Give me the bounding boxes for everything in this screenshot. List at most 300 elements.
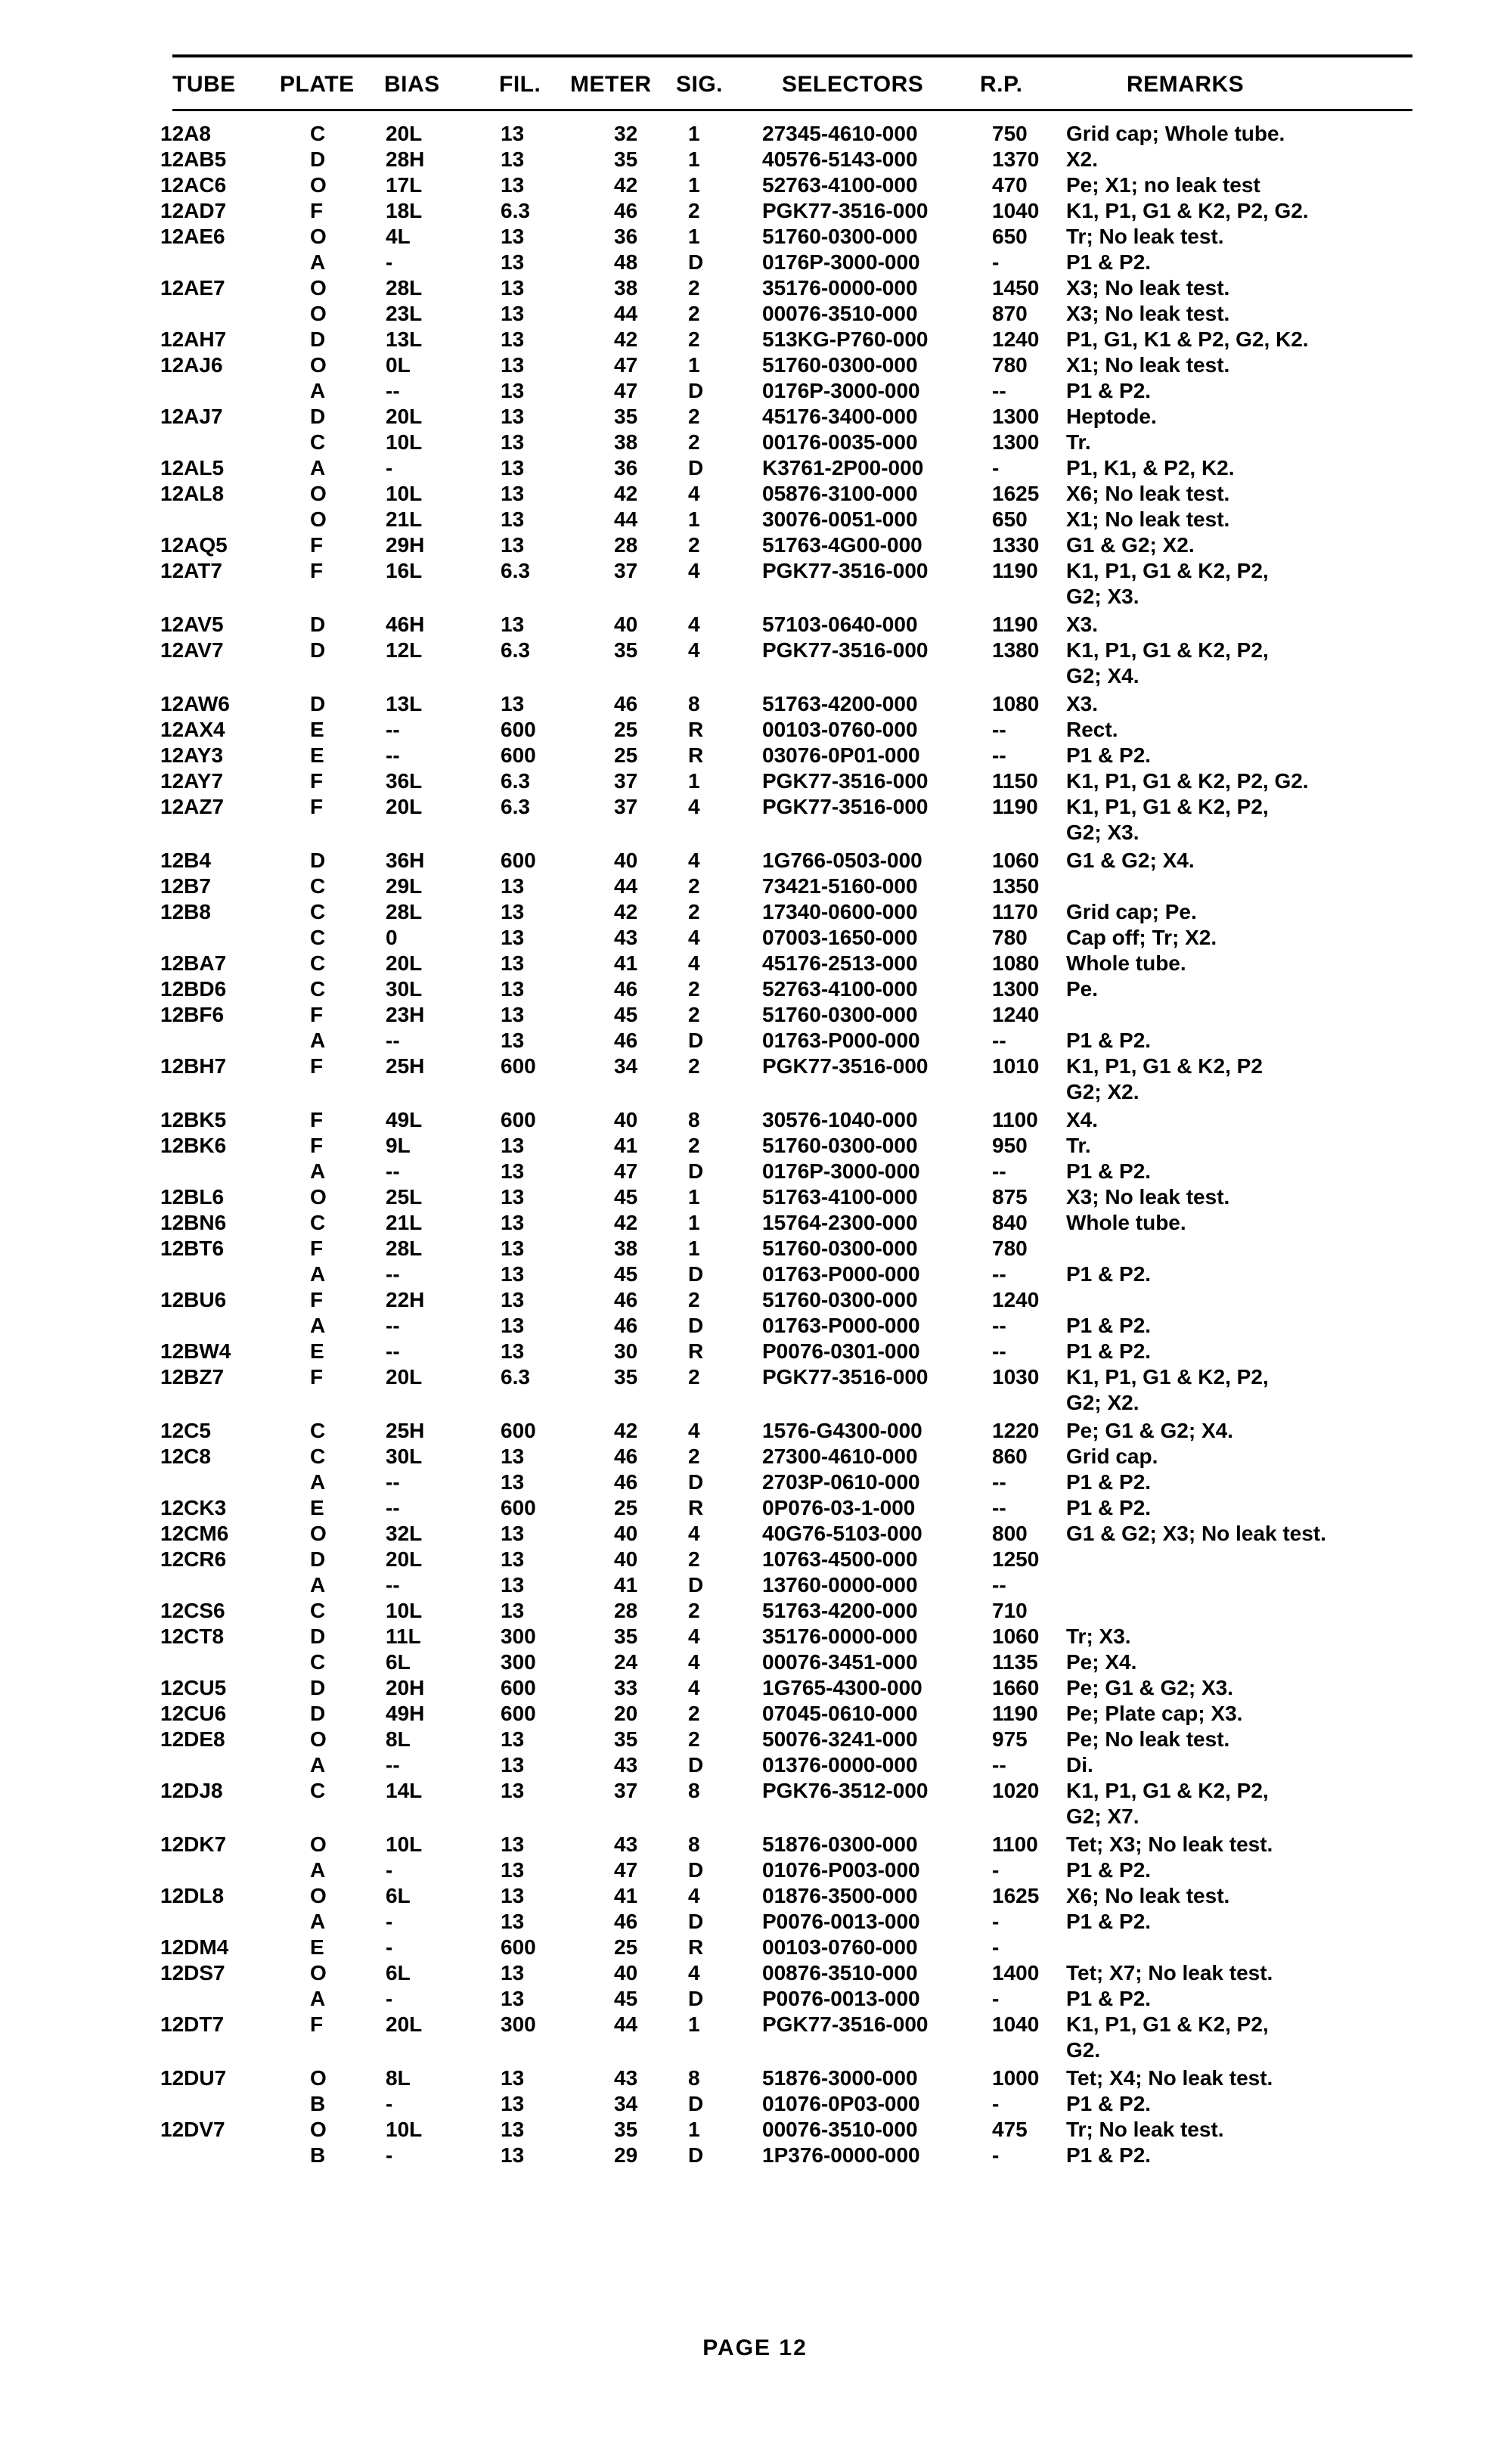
table-row [0, 1935, 1510, 1960]
meter-cell: 44 [614, 874, 638, 898]
rp-cell: 1240 [992, 1288, 1040, 1311]
table-row [0, 198, 1510, 224]
plate-cell: O [310, 482, 327, 505]
fil-cell: 13 [501, 2118, 525, 2141]
selectors-cell: PGK77-3516-000 [762, 1365, 929, 1389]
meter-cell: 20 [614, 1702, 638, 1725]
fil-cell: 13 [501, 1262, 525, 1286]
selectors-cell: 40576-5143-000 [762, 147, 918, 171]
meter-cell: 25 [614, 1496, 638, 1519]
selectors-cell: 51760-0300-000 [762, 1288, 918, 1311]
selectors-cell: 27345-4610-000 [762, 122, 918, 145]
table-row [0, 1261, 1510, 1287]
fil-cell: 13 [501, 353, 525, 377]
meter-cell: 41 [614, 1884, 638, 1907]
meter-cell: 47 [614, 379, 638, 402]
plate-cell: E [310, 743, 324, 767]
rp-cell: 1060 [992, 1625, 1040, 1648]
rp-cell: -- [992, 1470, 1006, 1494]
fil-cell: 13 [501, 122, 525, 145]
remarks-cell: K1, P1, G1 & K2, P2, [1066, 795, 1269, 818]
sig-cell: D [688, 1470, 704, 1494]
rp-cell: 1250 [992, 1547, 1040, 1571]
fil-cell: 13 [501, 2092, 525, 2115]
remarks-cell: G2; X2. [1066, 1391, 1139, 1414]
table-row [0, 1572, 1510, 1598]
sig-cell: 4 [688, 1884, 700, 1907]
tube-cell: 12BL6 [160, 1185, 225, 1209]
bias-cell: 36L [386, 769, 423, 793]
remarks-cell: P1 & P2. [1066, 1314, 1152, 1337]
meter-cell: 47 [614, 353, 638, 377]
plate-cell: D [310, 1702, 326, 1725]
selectors-cell: PGK77-3516-000 [762, 199, 929, 222]
sig-cell: D [688, 1262, 704, 1286]
meter-cell: 45 [614, 1003, 638, 1026]
remarks-cell: K1, P1, G1 & K2, P2, [1066, 638, 1269, 662]
rp-cell: - [992, 1910, 1000, 1933]
bias-cell: 22H [386, 1288, 425, 1311]
sig-cell: D [688, 2143, 704, 2167]
remarks-cell: Pe; Plate cap; X3. [1066, 1702, 1243, 1725]
sig-cell: 2 [688, 405, 700, 428]
table-row [0, 1778, 1510, 1804]
selectors-cell: P0076-0013-000 [762, 1910, 920, 1933]
tube-cell: 12BK5 [160, 1108, 227, 1131]
table-row [0, 532, 1510, 558]
tube-cell: 12DL8 [160, 1884, 225, 1907]
bias-cell: -- [386, 743, 400, 767]
selectors-cell: 51760-0300-000 [762, 1003, 918, 1026]
selectors-cell: 00876-3510-000 [762, 1961, 918, 1985]
remarks-cell: X3. [1066, 613, 1099, 636]
fil-cell: 13 [501, 1470, 525, 1494]
bias-cell: 23H [386, 1003, 425, 1026]
table-row [0, 2143, 1510, 2168]
rp-cell: - [992, 1987, 1000, 2010]
tube-cell: 12BU6 [160, 1288, 227, 1311]
fil-cell: 13 [501, 1445, 525, 1468]
tube-cell: 12C5 [160, 1419, 211, 1442]
bias-cell: 10L [386, 1599, 423, 1622]
plate-cell: C [310, 900, 326, 923]
rp-cell: 1135 [992, 1650, 1038, 1674]
bias-cell: 20H [386, 1676, 425, 1699]
rp-cell: -- [992, 1753, 1006, 1777]
rp-cell: 470 [992, 173, 1028, 197]
plate-cell: C [310, 1211, 326, 1234]
bias-cell: 17L [386, 173, 423, 197]
table-row [0, 172, 1510, 198]
remarks-cell: Tr. [1066, 1134, 1091, 1157]
bias-cell: 10L [386, 1832, 423, 1856]
selectors-cell: 10763-4500-000 [762, 1547, 918, 1571]
meter-cell: 25 [614, 1935, 638, 1959]
header-rule [172, 109, 1412, 111]
selectors-cell: PGK77-3516-000 [762, 769, 929, 793]
table-row [0, 1469, 1510, 1495]
table-row [0, 1960, 1510, 1986]
fil-cell: 600 [501, 1676, 536, 1699]
fil-cell: 13 [501, 1753, 525, 1777]
remarks-cell: G2. [1066, 2038, 1101, 2062]
plate-cell: O [310, 1884, 327, 1907]
rp-cell: 710 [992, 1599, 1028, 1622]
rp-cell: 1080 [992, 692, 1040, 715]
rp-cell: 1030 [992, 1365, 1040, 1389]
table-row [0, 848, 1510, 874]
meter-cell: 46 [614, 692, 638, 715]
plate-cell: D [310, 1625, 326, 1648]
sig-cell: D [688, 1159, 704, 1183]
col-sig: SIG. [676, 72, 724, 97]
top-rule [172, 54, 1412, 57]
plate-cell: C [310, 1445, 326, 1468]
remarks-cell: P1 & P2. [1066, 1496, 1152, 1519]
sig-cell: 1 [688, 1185, 700, 1209]
table-row [0, 224, 1510, 250]
table-row [0, 327, 1510, 352]
bias-cell: -- [386, 1314, 400, 1337]
table-row [0, 768, 1510, 794]
rp-cell: 1450 [992, 276, 1040, 299]
selectors-cell: 51763-4100-000 [762, 1185, 918, 1209]
meter-cell: 36 [614, 225, 638, 248]
fil-cell: 13 [501, 482, 525, 505]
fil-cell: 13 [501, 430, 525, 454]
col-selectors: SELECTORS [782, 72, 924, 97]
sig-cell: R [688, 743, 704, 767]
bias-cell: 30L [386, 1445, 423, 1468]
meter-cell: 28 [614, 1599, 638, 1622]
meter-cell: 42 [614, 482, 638, 505]
remarks-cell: K1, P1, G1 & K2, P2, G2. [1066, 769, 1309, 793]
selectors-cell: 51760-0300-000 [762, 1237, 918, 1260]
tube-cell: 12C8 [160, 1445, 211, 1468]
selectors-cell: 00076-3451-000 [762, 1650, 918, 1674]
remarks-cell: P1, K1, & P2, K2. [1066, 456, 1235, 479]
plate-cell: O [310, 1832, 327, 1856]
col-remarks: REMARKS [1127, 72, 1245, 97]
selectors-cell: 01763-P000-000 [762, 1262, 920, 1286]
rp-cell: 1010 [992, 1054, 1040, 1078]
rp-cell: 475 [992, 2118, 1028, 2141]
table-row [0, 430, 1510, 455]
fil-cell: 600 [501, 849, 536, 872]
fil-cell: 13 [501, 1987, 525, 2010]
selectors-cell: PGK77-3516-000 [762, 2012, 929, 2036]
bias-cell: - [386, 250, 393, 274]
rp-cell: 1100 [992, 1108, 1038, 1131]
sig-cell: 4 [688, 638, 700, 662]
remarks-cell: X3; No leak test. [1066, 302, 1230, 325]
table-row [0, 404, 1510, 430]
rp-cell: 1100 [992, 1832, 1038, 1856]
bias-cell: - [386, 1987, 393, 2010]
rp-cell: 1190 [992, 1702, 1038, 1725]
remarks-cell: X3; No leak test. [1066, 1185, 1230, 1209]
selectors-cell: P0076-0301-000 [762, 1339, 920, 1363]
fil-cell: 13 [501, 147, 525, 171]
remarks-cell: Tr; X3. [1066, 1625, 1131, 1648]
fil-cell: 13 [501, 2143, 525, 2167]
table-row [0, 1028, 1510, 1054]
fil-cell: 13 [501, 1884, 525, 1907]
bias-cell: 9L [386, 1134, 411, 1157]
table-row [0, 1133, 1510, 1159]
sig-cell: 4 [688, 849, 700, 872]
plate-cell: C [310, 1650, 326, 1674]
rp-cell: 875 [992, 1185, 1028, 1209]
sig-cell: D [688, 1987, 704, 2010]
meter-cell: 41 [614, 1573, 638, 1597]
rp-cell: 975 [992, 1727, 1028, 1751]
table-row [0, 1339, 1510, 1364]
table-row [0, 1547, 1510, 1572]
remarks-cell: P1 & P2. [1066, 2143, 1152, 2167]
sig-cell: 2 [688, 302, 700, 325]
bias-cell: 49L [386, 1108, 423, 1131]
table-row [0, 1364, 1510, 1390]
remarks-cell: X6; No leak test. [1066, 482, 1230, 505]
table-row [0, 558, 1510, 584]
meter-cell: 46 [614, 1029, 638, 1052]
tube-cell: 12BZ7 [160, 1365, 225, 1389]
plate-cell: F [310, 1237, 324, 1260]
fil-cell: 600 [501, 743, 536, 767]
bias-cell: 12L [386, 638, 423, 662]
bias-cell: - [386, 1910, 393, 1933]
sig-cell: R [688, 1339, 704, 1363]
fil-cell: 13 [501, 1599, 525, 1622]
selectors-cell: 51763-4G00-000 [762, 533, 922, 557]
bias-cell: -- [386, 1470, 400, 1494]
tube-cell: 12AL8 [160, 482, 225, 505]
sig-cell: 1 [688, 353, 700, 377]
sig-cell: 8 [688, 692, 700, 715]
plate-cell: D [310, 405, 326, 428]
selectors-cell: 0176P-3000-000 [762, 1159, 920, 1183]
remarks-cell: P1 & P2. [1066, 1910, 1152, 1933]
fil-cell: 13 [501, 173, 525, 197]
remarks-cell: Di. [1066, 1753, 1093, 1777]
col-tube: TUBE [172, 72, 236, 97]
rp-cell: 650 [992, 225, 1028, 248]
bias-cell: 21L [386, 1211, 423, 1234]
selectors-cell: 51763-4200-000 [762, 692, 918, 715]
selectors-cell: 0P076-03-1-000 [762, 1496, 916, 1519]
remarks-cell: K1, P1, G1 & K2, P2 [1066, 1054, 1263, 1078]
remarks-cell: K1, P1, G1 & K2, P2, [1066, 559, 1269, 582]
rp-cell: 750 [992, 122, 1028, 145]
plate-cell: F [310, 1288, 324, 1311]
meter-cell: 43 [614, 1753, 638, 1777]
bias-cell: 8L [386, 2066, 411, 2090]
bias-cell: 16L [386, 559, 423, 582]
tube-cell: 12AB5 [160, 147, 227, 171]
bias-cell: 8L [386, 1727, 411, 1751]
bias-cell: -- [386, 379, 400, 402]
tube-cell: 12AC6 [160, 173, 227, 197]
bias-cell: 20L [386, 2012, 423, 2036]
rp-cell: 950 [992, 1134, 1028, 1157]
tube-cell: 12CK3 [160, 1496, 227, 1519]
table-row [0, 147, 1510, 172]
table-row [0, 1986, 1510, 2012]
plate-cell: C [310, 122, 326, 145]
remarks-cell: Pe; No leak test. [1066, 1727, 1230, 1751]
table-row [0, 951, 1510, 976]
bias-cell: 20L [386, 1547, 423, 1571]
remarks-cell: Tr; No leak test. [1066, 2118, 1224, 2141]
bias-cell: 23L [386, 302, 423, 325]
plate-cell: F [310, 1054, 324, 1078]
sig-cell: 2 [688, 1288, 700, 1311]
rp-cell: -- [992, 1262, 1006, 1286]
tube-cell: 12BT6 [160, 1237, 225, 1260]
selectors-cell: 35176-0000-000 [762, 276, 918, 299]
fil-cell: 6.3 [501, 769, 530, 793]
bias-cell: 30L [386, 977, 423, 1001]
fil-cell: 13 [501, 874, 525, 898]
selectors-cell: 45176-3400-000 [762, 405, 918, 428]
fil-cell: 13 [501, 379, 525, 402]
fil-cell: 13 [501, 1185, 525, 1209]
tube-cell: 12AX4 [160, 718, 225, 741]
selectors-cell: 57103-0640-000 [762, 613, 918, 636]
rp-cell: 780 [992, 353, 1028, 377]
remarks-cell: Grid cap; Whole tube. [1066, 122, 1285, 145]
plate-cell: A [310, 1470, 326, 1494]
sig-cell: 2 [688, 1547, 700, 1571]
bias-cell: 14L [386, 1779, 423, 1802]
bias-cell: 28L [386, 276, 423, 299]
fil-cell: 13 [501, 1159, 525, 1183]
plate-cell: F [310, 1365, 324, 1389]
rp-cell: 650 [992, 507, 1028, 531]
plate-cell: F [310, 1108, 324, 1131]
rp-cell: -- [992, 1573, 1006, 1597]
table-row [0, 1701, 1510, 1727]
selectors-cell: 07003-1650-000 [762, 926, 918, 949]
table-row [0, 691, 1510, 717]
bias-cell: 18L [386, 199, 423, 222]
plate-cell: C [310, 1419, 326, 1442]
sig-cell: 2 [688, 533, 700, 557]
meter-cell: 37 [614, 1779, 638, 1802]
remarks-cell: P1 & P2. [1066, 2092, 1152, 2115]
selectors-cell: PGK77-3516-000 [762, 1054, 929, 1078]
table-row [0, 1624, 1510, 1649]
plate-cell: O [310, 2118, 327, 2141]
plate-cell: E [310, 1339, 324, 1363]
meter-cell: 48 [614, 250, 638, 274]
sig-cell: 1 [688, 225, 700, 248]
remarks-cell: P1, G1, K1 & P2, G2, K2. [1066, 327, 1309, 351]
tube-cell: 12AJ6 [160, 353, 223, 377]
rp-cell: 1060 [992, 849, 1040, 872]
sig-cell: R [688, 1935, 704, 1959]
plate-cell: A [310, 1987, 326, 2010]
sig-cell: 8 [688, 1832, 700, 1856]
remarks-cell: G2; X3. [1066, 585, 1139, 608]
col-bias: BIAS [384, 72, 440, 97]
rp-cell: 1300 [992, 405, 1040, 428]
sig-cell: 2 [688, 327, 700, 351]
table-row [0, 1313, 1510, 1339]
bias-cell: 10L [386, 2118, 423, 2141]
tube-cell: 12AJ7 [160, 405, 223, 428]
plate-cell: D [310, 1547, 326, 1571]
selectors-cell: 1576-G4300-000 [762, 1419, 922, 1442]
sig-cell: 8 [688, 1108, 700, 1131]
fil-cell: 13 [501, 1003, 525, 1026]
tube-cell: 12AY7 [160, 769, 224, 793]
remarks-cell: G1 & G2; X3; No leak test. [1066, 1522, 1326, 1545]
plate-cell: O [310, 173, 327, 197]
table-row [0, 2091, 1510, 2117]
remarks-cell: P1 & P2. [1066, 1262, 1152, 1286]
meter-cell: 41 [614, 1134, 638, 1157]
selectors-cell: 00103-0760-000 [762, 1935, 918, 1959]
meter-cell: 35 [614, 405, 638, 428]
remarks-cell: Tet; X4; No leak test. [1066, 2066, 1273, 2090]
meter-cell: 46 [614, 1910, 638, 1933]
selectors-cell: 07045-0610-000 [762, 1702, 918, 1725]
table-row [0, 717, 1510, 743]
tube-cell: 12CM6 [160, 1522, 229, 1545]
selectors-cell: 45176-2513-000 [762, 951, 918, 975]
bias-cell: 0L [386, 353, 411, 377]
remarks-cell: P1 & P2. [1066, 1029, 1152, 1052]
plate-cell: O [310, 276, 327, 299]
tube-cell: 12DV7 [160, 2118, 225, 2141]
selectors-cell: 13760-0000-000 [762, 1573, 918, 1597]
sig-cell: D [688, 1573, 704, 1597]
sig-cell: 2 [688, 199, 700, 222]
rp-cell: -- [992, 1496, 1006, 1519]
sig-cell: 2 [688, 1445, 700, 1468]
remarks-cell: Pe; G1 & G2; X4. [1066, 1419, 1233, 1442]
sig-cell: 2 [688, 1727, 700, 1751]
plate-cell: A [310, 1858, 326, 1882]
tube-cell: 12BA7 [160, 951, 227, 975]
fil-cell: 13 [501, 1910, 525, 1933]
sig-cell: 4 [688, 795, 700, 818]
table-row [0, 663, 1510, 689]
selectors-cell: 73421-5160-000 [762, 874, 918, 898]
selectors-cell: 00076-3510-000 [762, 2118, 918, 2141]
sig-cell: 4 [688, 951, 700, 975]
table-row [0, 743, 1510, 768]
table-row [0, 250, 1510, 275]
remarks-cell: G1 & G2; X2. [1066, 533, 1195, 557]
plate-cell: A [310, 250, 326, 274]
meter-cell: 35 [614, 1365, 638, 1389]
sig-cell: 8 [688, 1779, 700, 1802]
selectors-cell: 30576-1040-000 [762, 1108, 918, 1131]
sig-cell: 2 [688, 1054, 700, 1078]
plate-cell: D [310, 849, 326, 872]
bias-cell: 46H [386, 613, 425, 636]
table-row [0, 1236, 1510, 1261]
meter-cell: 28 [614, 533, 638, 557]
sig-cell: 4 [688, 559, 700, 582]
remarks-cell: P1 & P2. [1066, 1987, 1152, 2010]
rp-cell: -- [992, 1029, 1006, 1052]
meter-cell: 35 [614, 2118, 638, 2141]
remarks-cell: P1 & P2. [1066, 379, 1152, 402]
